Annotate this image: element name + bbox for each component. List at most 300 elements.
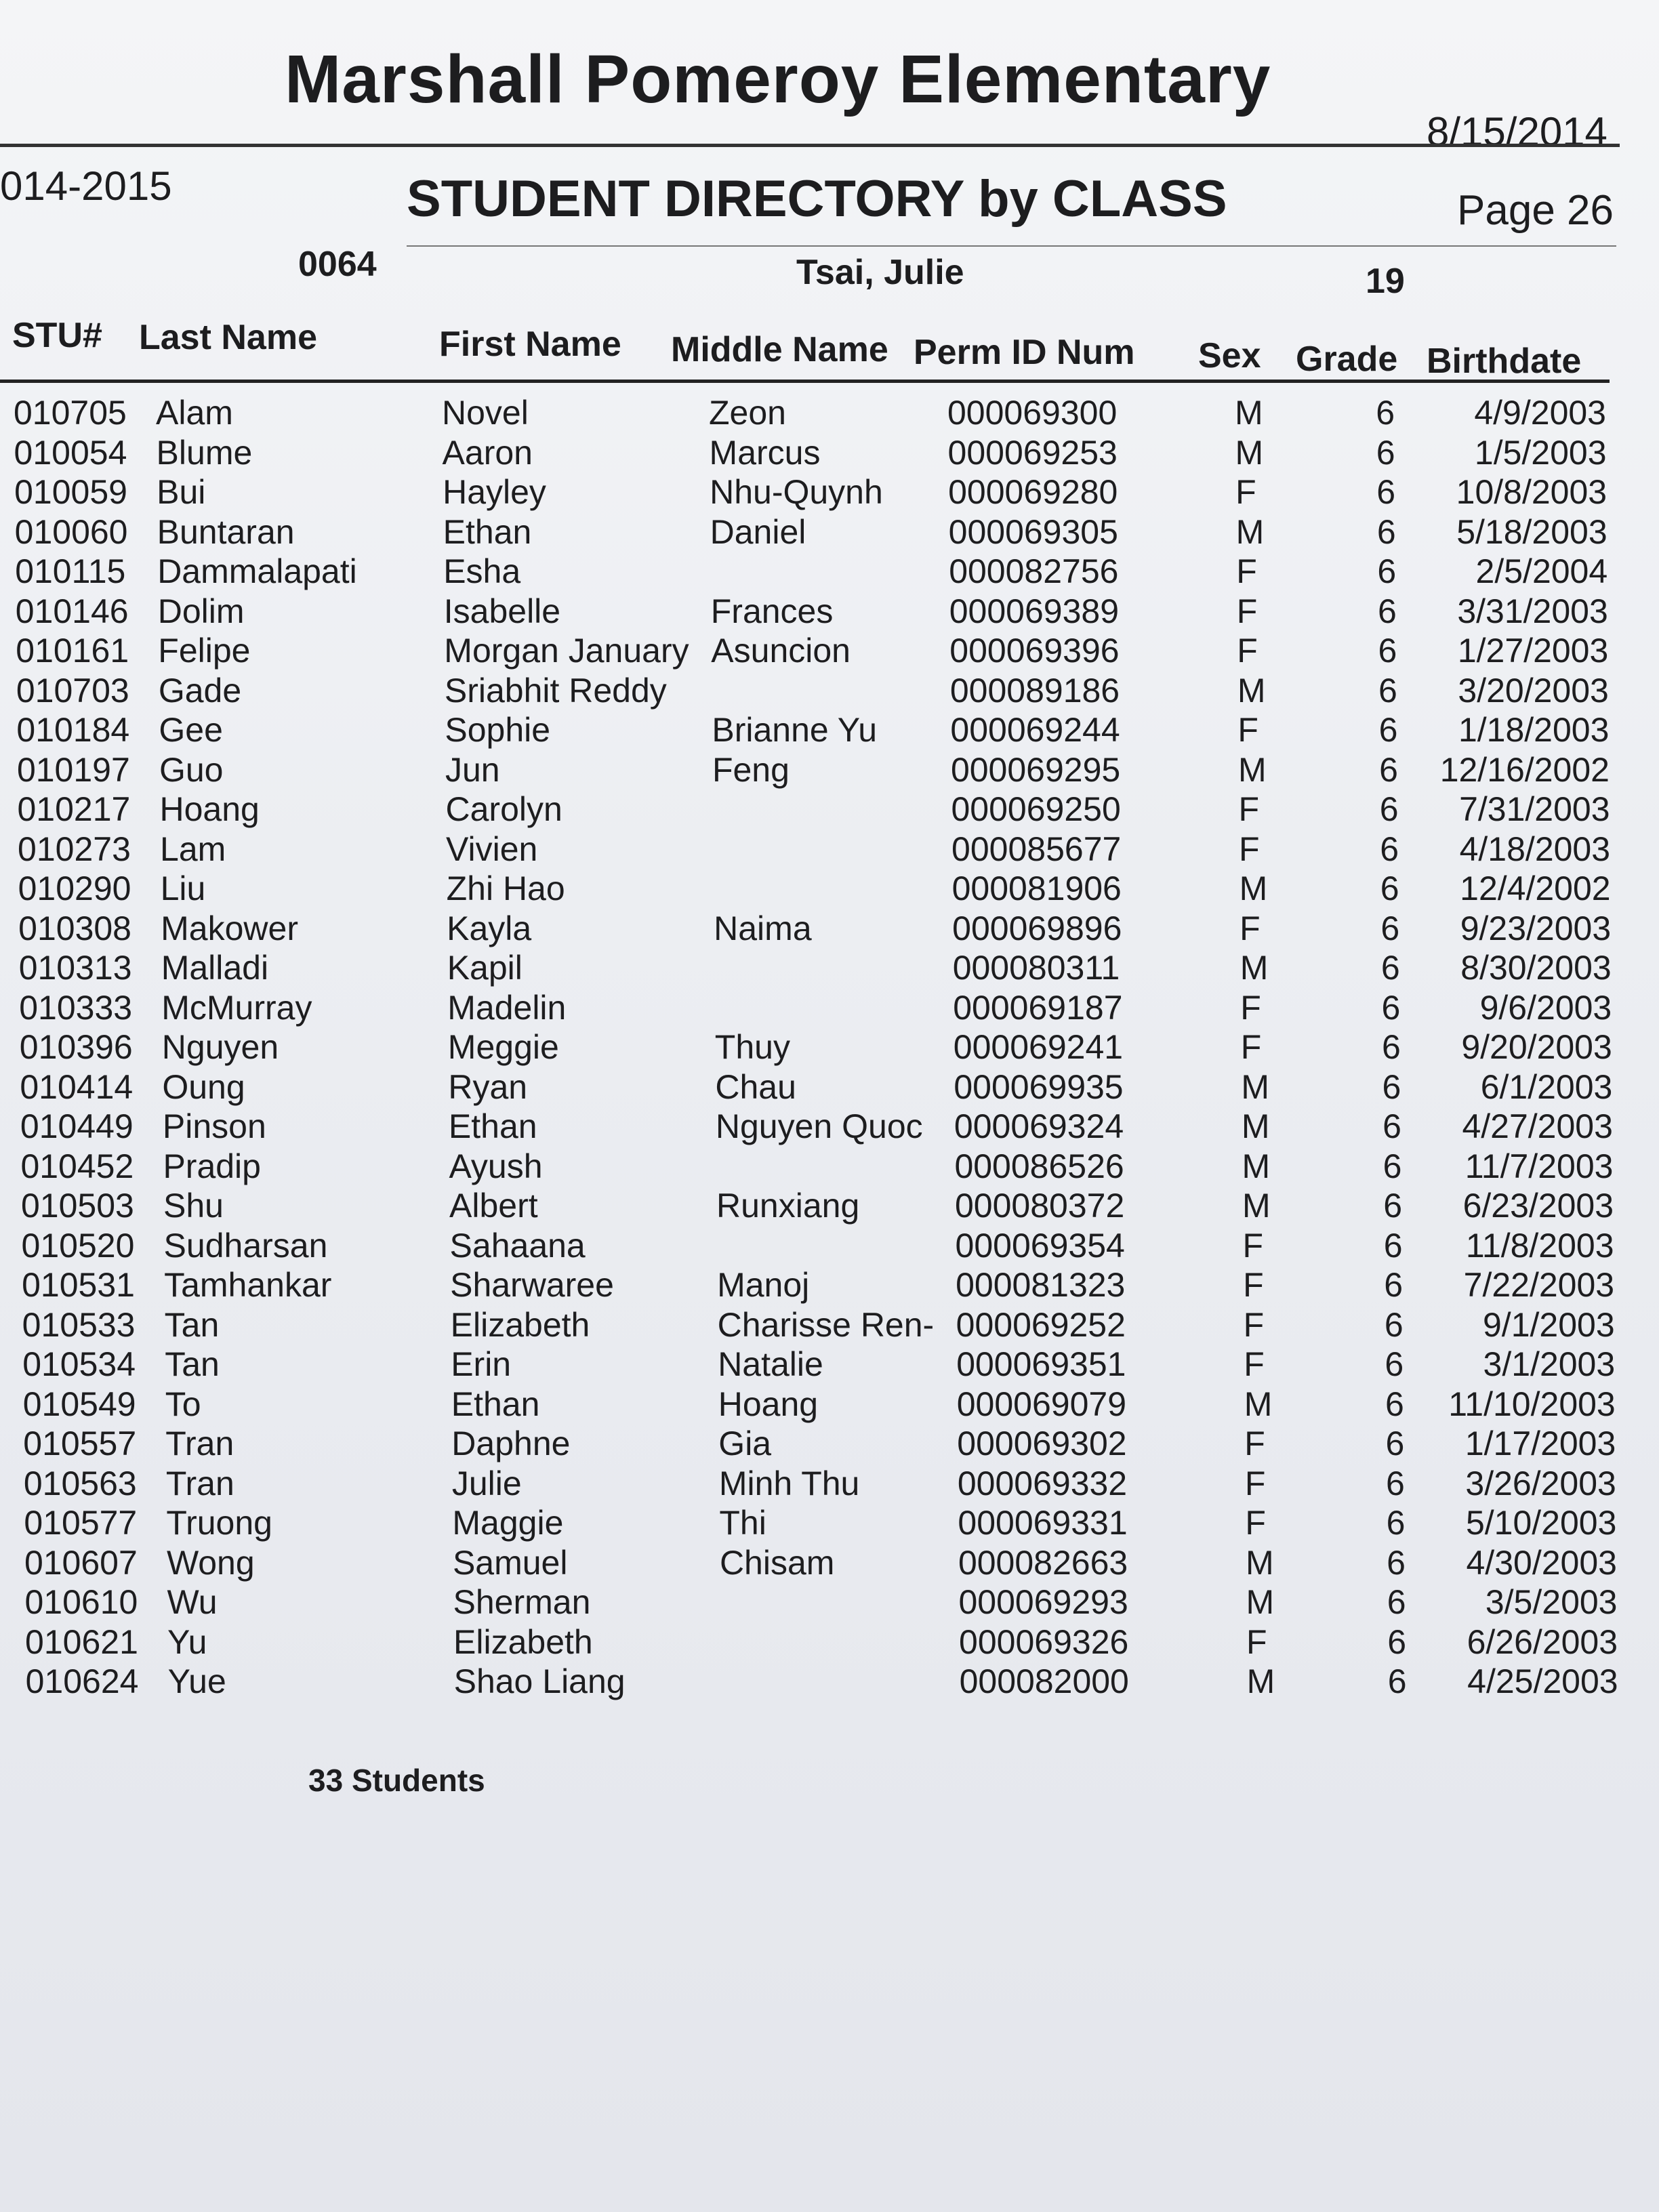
col-last: Last Name bbox=[139, 318, 317, 357]
table-row bbox=[0, 869, 1659, 908]
cell-grade: 6 bbox=[1379, 790, 1399, 828]
cell-sex: M bbox=[1242, 1147, 1271, 1185]
cell-stu: 010273 bbox=[18, 830, 131, 868]
cell-perm: 000085677 bbox=[951, 830, 1122, 868]
cell-perm: 000080372 bbox=[955, 1187, 1125, 1225]
table-row bbox=[0, 671, 1659, 710]
cell-middle: Naima bbox=[714, 909, 812, 947]
cell-birth: 12/4/2002 bbox=[1460, 869, 1611, 907]
cell-stu: 010621 bbox=[25, 1622, 138, 1661]
cell-last: Lam bbox=[160, 830, 226, 868]
cell-grade: 6 bbox=[1378, 632, 1397, 670]
cell-sex: M bbox=[1246, 1662, 1275, 1700]
cell-stu: 010520 bbox=[21, 1226, 135, 1265]
cell-grade: 6 bbox=[1387, 1662, 1407, 1700]
cell-first: Erin bbox=[451, 1345, 512, 1383]
cell-perm: 000069351 bbox=[956, 1345, 1126, 1383]
cell-birth: 2/5/2004 bbox=[1475, 552, 1608, 590]
cell-sex: F bbox=[1239, 830, 1260, 868]
cell-stu: 010161 bbox=[16, 632, 129, 670]
cell-grade: 6 bbox=[1376, 433, 1395, 472]
cell-birth: 9/23/2003 bbox=[1460, 909, 1612, 947]
cell-stu: 010449 bbox=[20, 1107, 134, 1145]
cell-last: Yue bbox=[167, 1662, 226, 1700]
cell-last: Oung bbox=[162, 1067, 245, 1106]
cell-grade: 6 bbox=[1382, 1107, 1401, 1145]
cell-middle: Zeon bbox=[709, 394, 786, 432]
cell-sex: M bbox=[1235, 394, 1263, 432]
cell-last: Tamhankar bbox=[164, 1266, 332, 1304]
col-stu: STU# bbox=[12, 316, 102, 355]
cell-sex: M bbox=[1241, 1107, 1270, 1145]
cell-first: Ethan bbox=[451, 1385, 540, 1423]
cell-perm: 000069396 bbox=[949, 632, 1120, 670]
col-sex: Sex bbox=[1198, 336, 1261, 375]
cell-first: Sriabhit Reddy bbox=[444, 671, 667, 710]
cell-first: Isabelle bbox=[443, 592, 561, 630]
cell-grade: 6 bbox=[1385, 1425, 1405, 1462]
col-middle: Middle Name bbox=[671, 330, 888, 369]
cell-last: Hoang bbox=[159, 790, 260, 828]
cell-last: To bbox=[165, 1385, 201, 1423]
cell-birth: 4/30/2003 bbox=[1466, 1543, 1617, 1582]
table-row bbox=[0, 1424, 1659, 1463]
cell-last: Tran bbox=[165, 1464, 234, 1502]
table-row bbox=[0, 1503, 1659, 1542]
cell-first: Sherman bbox=[453, 1583, 591, 1621]
cell-sex: M bbox=[1235, 433, 1264, 472]
cell-last: McMurray bbox=[161, 988, 312, 1027]
table-row bbox=[0, 1067, 1659, 1107]
cell-first: Morgan January bbox=[444, 632, 689, 670]
cell-perm: 000069250 bbox=[951, 790, 1121, 828]
cell-sex: M bbox=[1245, 1543, 1274, 1582]
cell-birth: 6/26/2003 bbox=[1467, 1622, 1618, 1661]
cell-sex: F bbox=[1244, 1345, 1265, 1383]
cell-birth: 8/30/2003 bbox=[1460, 949, 1612, 987]
cell-last: Pinson bbox=[162, 1107, 266, 1145]
cell-middle: Minh Thu bbox=[718, 1464, 860, 1502]
cell-grade: 6 bbox=[1381, 1028, 1401, 1066]
cell-sex: M bbox=[1244, 1385, 1273, 1423]
cell-sex: M bbox=[1239, 869, 1268, 907]
cell-last: Gee bbox=[159, 711, 223, 749]
cell-stu: 010705 bbox=[14, 394, 127, 432]
cell-first: Elizabeth bbox=[453, 1622, 593, 1661]
cell-perm: 000082756 bbox=[949, 552, 1119, 590]
cell-stu: 010703 bbox=[16, 671, 129, 710]
cell-perm: 000082000 bbox=[959, 1662, 1129, 1700]
cell-sex: F bbox=[1238, 790, 1260, 828]
cell-grade: 6 bbox=[1383, 1187, 1402, 1225]
cell-birth: 6/1/2003 bbox=[1480, 1067, 1613, 1106]
cell-last: Pradip bbox=[163, 1147, 261, 1185]
cell-first: Maggie bbox=[452, 1504, 564, 1542]
table-row bbox=[0, 830, 1659, 869]
cell-middle: Daniel bbox=[710, 512, 806, 551]
cell-last: Liu bbox=[160, 869, 206, 907]
cell-perm: 000069331 bbox=[958, 1504, 1128, 1542]
cell-middle: Thi bbox=[719, 1504, 766, 1542]
cell-grade: 6 bbox=[1381, 988, 1401, 1027]
cell-grade: 6 bbox=[1377, 552, 1397, 590]
cell-stu: 010533 bbox=[22, 1305, 136, 1344]
table-row bbox=[0, 472, 1659, 512]
cell-grade: 6 bbox=[1378, 711, 1398, 749]
table-row bbox=[0, 1147, 1659, 1186]
table-row bbox=[0, 750, 1659, 790]
cell-grade: 6 bbox=[1386, 1464, 1405, 1502]
cell-perm: 000069244 bbox=[950, 711, 1120, 749]
cell-grade: 6 bbox=[1376, 512, 1396, 551]
cell-middle: Natalie bbox=[718, 1345, 823, 1383]
cell-last: Bui bbox=[157, 473, 206, 511]
table-row bbox=[0, 790, 1659, 829]
cell-sex: M bbox=[1237, 671, 1266, 710]
cell-sex: F bbox=[1235, 473, 1256, 511]
cell-grade: 6 bbox=[1387, 1543, 1406, 1582]
cell-first: Ethan bbox=[443, 512, 532, 551]
cell-first: Aaron bbox=[442, 433, 533, 472]
cell-perm: 000086526 bbox=[954, 1147, 1124, 1185]
cell-sex: M bbox=[1246, 1583, 1275, 1621]
cell-perm: 000069326 bbox=[959, 1622, 1129, 1661]
cell-perm: 000069389 bbox=[949, 592, 1120, 630]
table-row bbox=[0, 552, 1659, 591]
cell-stu: 010557 bbox=[23, 1425, 137, 1462]
cell-birth: 7/31/2003 bbox=[1459, 790, 1610, 828]
cell-perm: 000069187 bbox=[953, 988, 1123, 1027]
table-row bbox=[0, 1662, 1659, 1701]
cell-grade: 6 bbox=[1380, 949, 1400, 987]
columns-rule bbox=[0, 380, 1610, 383]
cell-grade: 6 bbox=[1382, 1147, 1402, 1185]
col-grade: Grade bbox=[1296, 340, 1398, 379]
cell-stu: 010610 bbox=[24, 1583, 138, 1621]
cell-perm: 000069295 bbox=[950, 750, 1121, 789]
cell-birth: 3/26/2003 bbox=[1465, 1464, 1616, 1502]
cell-middle: Asuncion bbox=[711, 632, 851, 670]
cell-grade: 6 bbox=[1384, 1305, 1404, 1344]
cell-grade: 6 bbox=[1384, 1266, 1404, 1304]
cell-perm: 000069896 bbox=[952, 909, 1122, 947]
cell-perm: 000069332 bbox=[957, 1464, 1128, 1502]
cell-perm: 000069280 bbox=[948, 473, 1118, 511]
cell-middle: Manoj bbox=[717, 1266, 810, 1304]
cell-birth: 5/18/2003 bbox=[1456, 512, 1607, 551]
cell-middle: Nguyen Quoc bbox=[715, 1107, 923, 1145]
cell-perm: 000069079 bbox=[956, 1385, 1127, 1423]
cell-sex: F bbox=[1236, 552, 1257, 590]
cell-sex: F bbox=[1240, 988, 1261, 1027]
cell-middle: Chau bbox=[715, 1067, 796, 1106]
cell-birth: 11/8/2003 bbox=[1465, 1226, 1614, 1265]
cell-first: Ethan bbox=[448, 1107, 537, 1145]
cell-sex: M bbox=[1240, 949, 1269, 987]
cell-stu: 010308 bbox=[18, 909, 131, 947]
cell-birth: 11/7/2003 bbox=[1465, 1147, 1614, 1185]
col-perm: Perm ID Num bbox=[914, 333, 1135, 372]
cell-stu: 010115 bbox=[15, 552, 126, 590]
report-title: STUDENT DIRECTORY by CLASS bbox=[407, 170, 1227, 228]
cell-birth: 3/1/2003 bbox=[1483, 1345, 1616, 1383]
cell-grade: 6 bbox=[1380, 869, 1399, 907]
table-row bbox=[0, 631, 1659, 670]
cell-sex: M bbox=[1237, 750, 1267, 789]
cell-birth: 1/17/2003 bbox=[1465, 1425, 1616, 1462]
table-row bbox=[0, 1385, 1659, 1424]
cell-grade: 6 bbox=[1378, 671, 1397, 710]
cell-stu: 010624 bbox=[25, 1662, 139, 1700]
cell-stu: 010146 bbox=[15, 592, 129, 630]
table-row bbox=[0, 433, 1659, 472]
cell-perm: 000069241 bbox=[953, 1028, 1124, 1066]
cell-first: Vivien bbox=[446, 830, 538, 868]
cell-stu: 010217 bbox=[17, 790, 131, 828]
cell-stu: 010531 bbox=[22, 1266, 135, 1304]
cell-stu: 010184 bbox=[16, 711, 130, 749]
cell-sex: F bbox=[1243, 1305, 1265, 1344]
cell-sex: F bbox=[1244, 1425, 1265, 1462]
table-row bbox=[0, 1305, 1659, 1345]
cell-grade: 6 bbox=[1380, 830, 1399, 868]
cell-perm: 000069252 bbox=[956, 1305, 1126, 1344]
cell-first: Daphne bbox=[451, 1425, 571, 1462]
cell-birth: 6/23/2003 bbox=[1462, 1187, 1614, 1225]
cell-middle: Feng bbox=[712, 750, 790, 789]
cell-perm: 000069324 bbox=[954, 1107, 1124, 1145]
cell-sex: F bbox=[1243, 1266, 1264, 1304]
cell-last: Tan bbox=[164, 1305, 220, 1344]
cell-stu: 010396 bbox=[19, 1028, 133, 1066]
table-row bbox=[0, 909, 1659, 948]
cell-last: Yu bbox=[167, 1622, 207, 1661]
table-row bbox=[0, 1186, 1659, 1225]
cell-first: Albert bbox=[449, 1187, 538, 1225]
cell-grade: 6 bbox=[1387, 1583, 1406, 1621]
cell-first: Esha bbox=[443, 552, 521, 590]
cell-perm: 000069300 bbox=[947, 394, 1118, 432]
cell-last: Dammalapati bbox=[157, 552, 357, 590]
cell-first: Shao Liang bbox=[453, 1662, 626, 1700]
cell-sex: M bbox=[1242, 1187, 1271, 1225]
cell-grade: 6 bbox=[1382, 1067, 1401, 1106]
cell-last: Wong bbox=[166, 1543, 255, 1582]
cell-last: Truong bbox=[166, 1504, 272, 1542]
cell-first: Sophie bbox=[445, 711, 551, 749]
cell-first: Sharwaree bbox=[450, 1266, 614, 1304]
title-rule bbox=[407, 245, 1616, 247]
cell-birth: 1/18/2003 bbox=[1458, 711, 1610, 749]
cell-birth: 4/27/2003 bbox=[1462, 1107, 1613, 1145]
cell-stu: 010054 bbox=[14, 433, 127, 472]
cell-first: Hayley bbox=[443, 473, 546, 511]
cell-last: Sudharsan bbox=[163, 1226, 328, 1265]
table-row bbox=[0, 1345, 1659, 1384]
cell-last: Buntaran bbox=[157, 512, 295, 551]
cell-last: Shu bbox=[163, 1187, 224, 1225]
cell-first: Madelin bbox=[447, 988, 567, 1027]
cell-grade: 6 bbox=[1380, 909, 1400, 947]
cell-birth: 4/18/2003 bbox=[1459, 830, 1611, 868]
table-row bbox=[0, 1107, 1659, 1146]
cell-perm: 000080311 bbox=[952, 949, 1120, 987]
cell-stu: 010607 bbox=[24, 1543, 138, 1582]
cell-last: Wu bbox=[167, 1583, 218, 1621]
cell-perm: 000069253 bbox=[947, 433, 1118, 472]
cell-birth: 11/10/2003 bbox=[1448, 1385, 1616, 1423]
cell-birth: 9/20/2003 bbox=[1461, 1028, 1612, 1066]
cell-birth: 7/22/2003 bbox=[1463, 1266, 1615, 1304]
col-birth: Birthdate bbox=[1427, 342, 1582, 381]
cell-last: Blume bbox=[156, 433, 253, 472]
table-row bbox=[0, 393, 1659, 432]
table-row bbox=[0, 1226, 1659, 1265]
cell-grade: 6 bbox=[1385, 1385, 1404, 1423]
cell-sex: F bbox=[1236, 592, 1258, 630]
cell-stu: 010563 bbox=[23, 1464, 137, 1502]
cell-stu: 010060 bbox=[14, 512, 128, 551]
cell-stu: 010414 bbox=[20, 1067, 134, 1106]
page-number: Page 26 bbox=[1457, 187, 1614, 234]
cell-sex: F bbox=[1240, 909, 1261, 947]
cell-middle: Gia bbox=[718, 1425, 772, 1462]
cell-sex: F bbox=[1245, 1504, 1266, 1542]
cell-first: Kayla bbox=[447, 909, 532, 947]
cell-last: Dolim bbox=[157, 592, 245, 630]
cell-stu: 010333 bbox=[19, 988, 133, 1027]
cell-sex: F bbox=[1246, 1622, 1267, 1661]
class-teacher: Tsai, Julie bbox=[796, 253, 964, 292]
cell-middle: Brianne Yu bbox=[712, 711, 878, 749]
student-total: 33 Students bbox=[308, 1763, 485, 1798]
cell-birth: 9/1/2003 bbox=[1483, 1305, 1615, 1344]
cell-last: Guo bbox=[159, 750, 224, 789]
cell-sex: F bbox=[1237, 632, 1258, 670]
table-row bbox=[0, 948, 1659, 987]
cell-birth: 3/5/2003 bbox=[1485, 1583, 1618, 1621]
cell-perm: 000081906 bbox=[951, 869, 1122, 907]
cell-stu: 010503 bbox=[21, 1187, 134, 1225]
cell-last: Malladi bbox=[161, 949, 269, 987]
cell-middle: Hoang bbox=[718, 1385, 819, 1423]
cell-last: Felipe bbox=[158, 632, 251, 670]
cell-middle: Thuy bbox=[714, 1028, 790, 1066]
table-row bbox=[0, 988, 1659, 1027]
cell-grade: 6 bbox=[1377, 592, 1397, 630]
school-name: Marshall Pomeroy Elementary bbox=[285, 41, 1271, 117]
table-row bbox=[0, 512, 1659, 552]
table-row bbox=[0, 1622, 1659, 1662]
cell-middle: Chisam bbox=[719, 1543, 835, 1582]
report-date: 8/15/2014 bbox=[1427, 109, 1607, 155]
table-row bbox=[0, 1543, 1659, 1582]
cell-last: Gade bbox=[158, 671, 242, 710]
cell-stu: 010549 bbox=[22, 1385, 136, 1423]
cell-birth: 5/10/2003 bbox=[1465, 1504, 1617, 1542]
cell-last: Makower bbox=[161, 909, 298, 947]
cell-first: Samuel bbox=[452, 1543, 568, 1582]
cell-stu: 010197 bbox=[16, 750, 130, 789]
cell-first: Sahaana bbox=[449, 1226, 586, 1265]
cell-first: Carolyn bbox=[445, 790, 562, 828]
cell-first: Ayush bbox=[449, 1147, 543, 1185]
cell-sex: F bbox=[1237, 711, 1258, 749]
cell-first: Novel bbox=[442, 394, 529, 432]
cell-middle: Charisse Ren- bbox=[717, 1305, 935, 1344]
cell-perm: 000089186 bbox=[949, 671, 1120, 710]
cell-last: Alam bbox=[156, 394, 233, 432]
cell-sex: F bbox=[1244, 1464, 1266, 1502]
cell-first: Jun bbox=[445, 750, 500, 789]
cell-birth: 3/31/2003 bbox=[1457, 592, 1608, 630]
cell-first: Kapil bbox=[447, 949, 523, 987]
cell-stu: 010290 bbox=[18, 869, 131, 907]
table-row bbox=[0, 710, 1659, 750]
cell-last: Tran bbox=[165, 1425, 234, 1462]
class-count: 19 bbox=[1366, 262, 1405, 301]
cell-birth: 4/25/2003 bbox=[1467, 1662, 1618, 1700]
class-room: 0064 bbox=[298, 245, 377, 284]
cell-stu: 010059 bbox=[14, 473, 127, 511]
cell-grade: 6 bbox=[1379, 750, 1398, 789]
table-row bbox=[0, 1464, 1659, 1503]
cell-stu: 010577 bbox=[24, 1504, 138, 1542]
cell-birth: 4/9/2003 bbox=[1474, 394, 1606, 432]
cell-grade: 6 bbox=[1376, 473, 1396, 511]
cell-stu: 010534 bbox=[22, 1345, 136, 1383]
cell-sex: F bbox=[1242, 1226, 1264, 1265]
table-row bbox=[0, 1027, 1659, 1067]
cell-grade: 6 bbox=[1383, 1226, 1403, 1265]
cell-first: Zhi Hao bbox=[446, 869, 565, 907]
school-year: 014-2015 bbox=[0, 163, 172, 209]
cell-perm: 000069354 bbox=[955, 1226, 1125, 1265]
cell-birth: 10/8/2003 bbox=[1456, 473, 1607, 511]
cell-last: Tan bbox=[165, 1345, 220, 1383]
cell-birth: 12/16/2002 bbox=[1439, 750, 1610, 789]
table-row bbox=[0, 1265, 1659, 1305]
header-rule bbox=[0, 144, 1620, 147]
cell-birth: 9/6/2003 bbox=[1479, 988, 1612, 1027]
table-row bbox=[0, 1582, 1659, 1622]
cell-perm: 000082663 bbox=[958, 1543, 1128, 1582]
cell-grade: 6 bbox=[1376, 394, 1395, 432]
cell-last: Nguyen bbox=[161, 1028, 279, 1066]
cell-sex: M bbox=[1235, 512, 1265, 551]
cell-grade: 6 bbox=[1385, 1345, 1404, 1383]
table-row bbox=[0, 592, 1659, 631]
cell-first: Elizabeth bbox=[450, 1305, 590, 1344]
cell-perm: 000069293 bbox=[958, 1583, 1128, 1621]
cell-perm: 000069302 bbox=[957, 1425, 1127, 1462]
cell-perm: 000069935 bbox=[954, 1067, 1124, 1106]
cell-sex: F bbox=[1240, 1028, 1262, 1066]
col-first: First Name bbox=[439, 325, 621, 364]
cell-perm: 000081323 bbox=[956, 1266, 1126, 1304]
cell-middle: Nhu-Quynh bbox=[710, 473, 883, 511]
cell-first: Ryan bbox=[448, 1067, 528, 1106]
cell-grade: 6 bbox=[1387, 1622, 1407, 1661]
cell-middle: Frances bbox=[710, 592, 834, 630]
cell-perm: 000069305 bbox=[948, 512, 1118, 551]
cell-stu: 010452 bbox=[20, 1147, 134, 1185]
cell-first: Meggie bbox=[447, 1028, 559, 1066]
cell-grade: 6 bbox=[1386, 1504, 1406, 1542]
cell-stu: 010313 bbox=[18, 949, 132, 987]
cell-birth: 1/5/2003 bbox=[1474, 433, 1607, 472]
cell-birth: 3/20/2003 bbox=[1458, 671, 1609, 710]
